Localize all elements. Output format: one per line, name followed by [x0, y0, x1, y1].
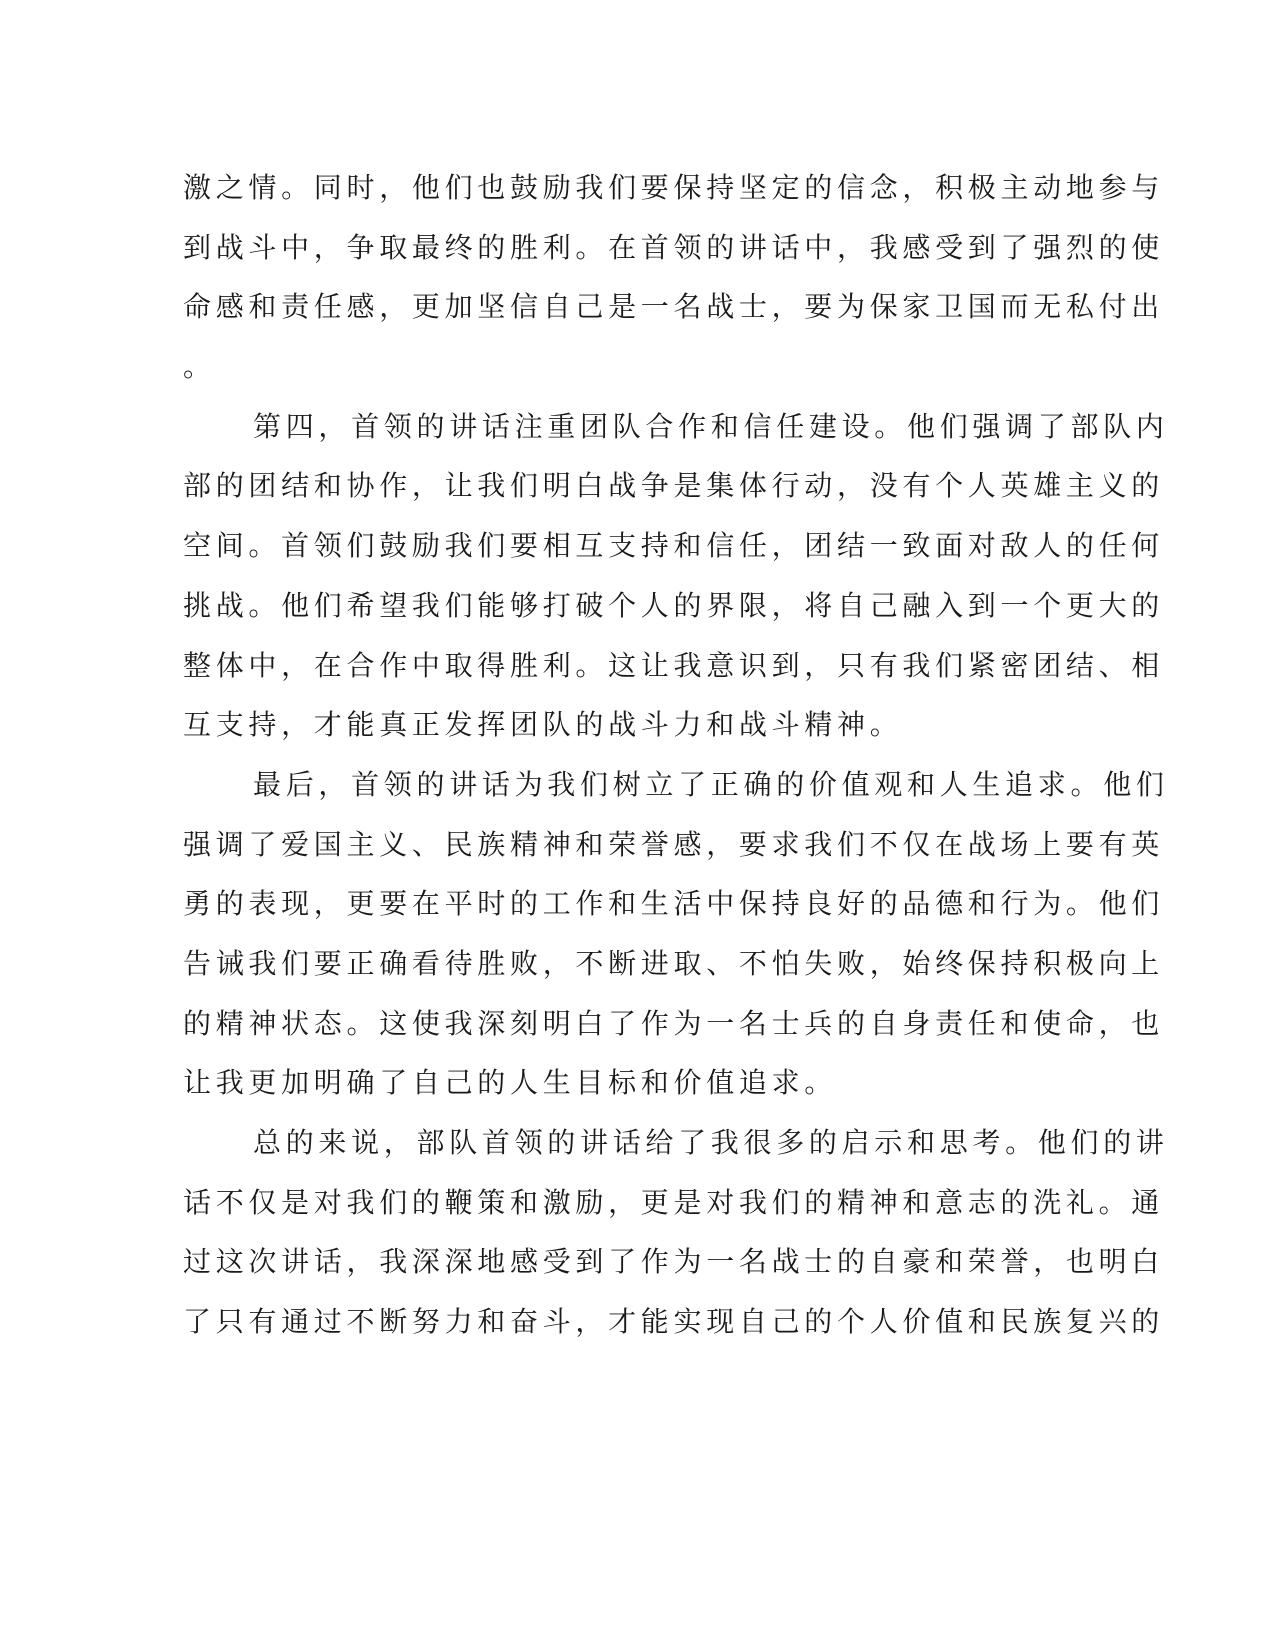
- text-line: 空间。首领们鼓励我们要相互支持和信任，团结一致面对敌人的任何: [183, 529, 1165, 563]
- text-line: 命感和责任感，更加坚信自己是一名战士，要为保家卫国而无私付出: [183, 290, 1165, 324]
- text-line: 让我更加明确了自己的人生目标和价值追求。: [183, 1066, 838, 1100]
- text-line: 的精神状态。这使我深刻明白了作为一名士兵的自身责任和使命，也: [183, 1006, 1165, 1040]
- text-line: 部的团结和协作，让我们明白战争是集体行动，没有个人英雄主义的: [183, 469, 1165, 503]
- text-line: 到战斗中，争取最终的胜利。在首领的讲话中，我感受到了强烈的使: [183, 230, 1165, 264]
- text-line: 勇的表现，更要在平时的工作和生活中保持良好的品德和行为。他们: [183, 887, 1165, 921]
- text-line: 整体中，在合作中取得胜利。这让我意识到，只有我们紧密团结、相: [183, 648, 1165, 682]
- body-text: [183, 158, 1169, 1352]
- text-line: 强调了爱国主义、民族精神和荣誉感，要求我们不仅在战场上要有英: [183, 827, 1165, 861]
- text-line: 挑战。他们希望我们能够打破个人的界限，将自己融入到一个更大的: [183, 588, 1165, 622]
- text-line: 过这次讲话，我深深地感受到了作为一名战士的自豪和荣誉，也明白: [183, 1245, 1165, 1279]
- text-line: 互支持，才能真正发挥团队的战斗力和战斗精神。: [183, 708, 903, 742]
- paragraph-start-line: 第四，首领的讲话注重团队合作和信任建设。他们强调了部队内: [253, 409, 1169, 443]
- text-line: 。: [183, 350, 216, 384]
- paragraph-start-line: 总的来说，部队首领的讲话给了我很多的启示和思考。他们的讲: [253, 1126, 1169, 1159]
- text-line: 了只有通过不断努力和奋斗，才能实现自己的个人价值和民族复兴的: [183, 1305, 1165, 1339]
- paragraph-start-line: 最后，首领的讲话为我们树立了正确的价值观和人生追求。他们: [253, 767, 1169, 801]
- text-line: 话不仅是对我们的鞭策和激励，更是对我们的精神和意志的洗礼。通: [183, 1185, 1165, 1219]
- text-line: 告诫我们要正确看待胜败，不断进取、不怕失败，始终保持积极向上: [183, 946, 1165, 980]
- text-line: 激之情。同时，他们也鼓励我们要保持坚定的信念，积极主动地参与: [183, 171, 1165, 204]
